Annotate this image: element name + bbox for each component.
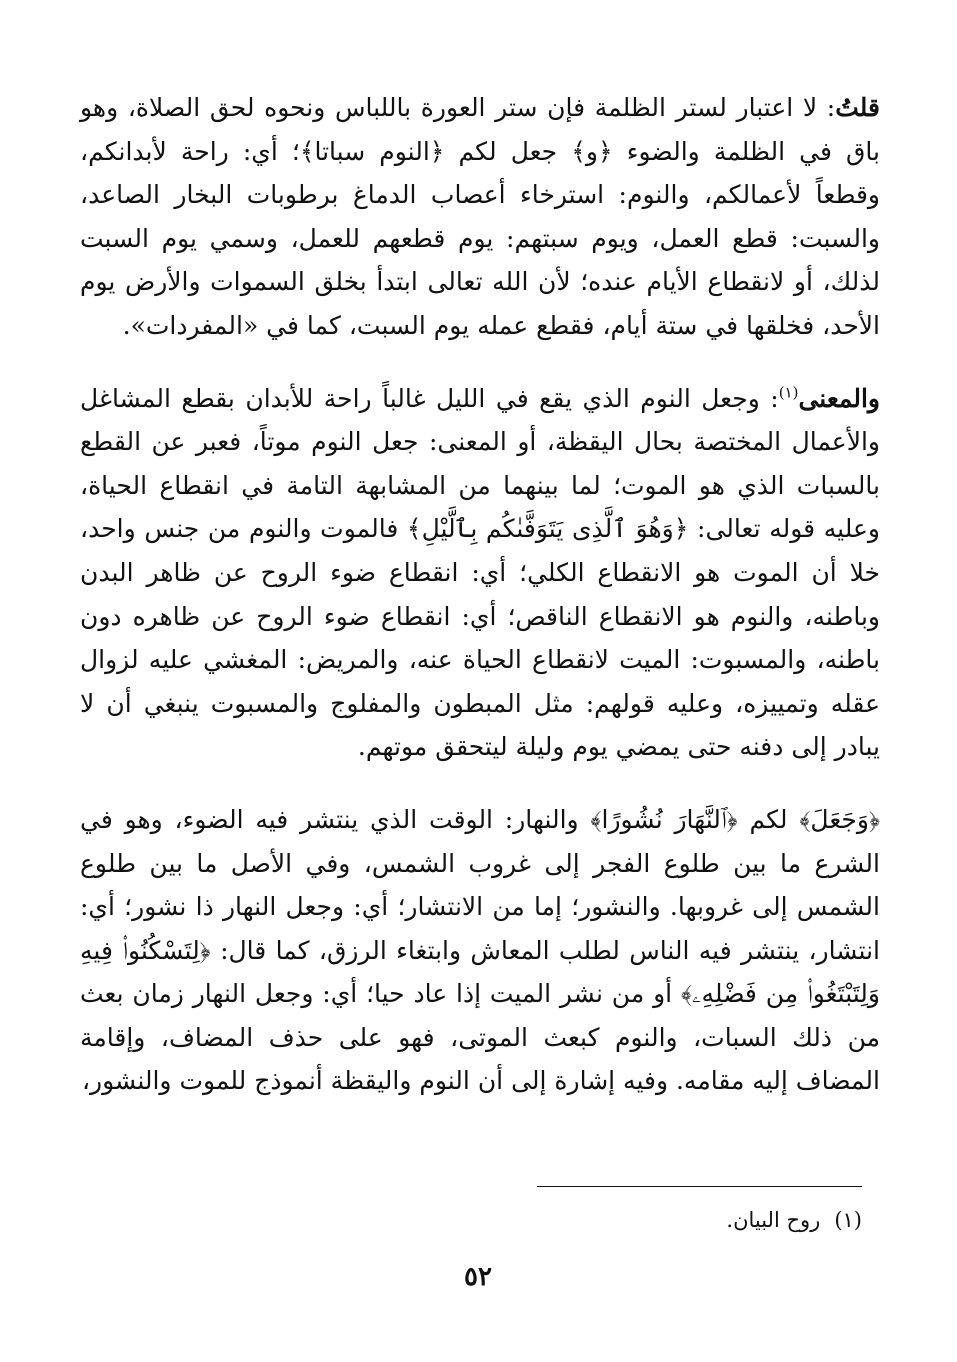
paragraph-1 (80, 86, 880, 348)
paragraph-3 (80, 798, 880, 1103)
footnote (500, 1204, 862, 1236)
paragraph-2-text: : وجعل النوم الذي يقع في الليل غالباً راحة للأبدان بقطع المشاغل والأعمال المختصة بحال اليقظة، أو المعنى: جعل النوم موتاً، فعبر عن القطع بالسبات الذي هو الموت؛ لما بينهما من المشابهة التامة في انقطاع الحياة، وعليه قوله تعالى: ﴿وَهُوَ ٱلَّذِى يَتَوَفَّىٰكُم بِٱلَّيْلِ﴾ فالموت والنوم من جنس واحد، خلا أن الموت هو الانقطاع الكلي؛ أي: انقطاع ضوء الروح عن ظاهر البدن وباطنه، والنوم هو الانقطاع الناقص؛ أي: انقطاع ضوء الروح عن ظاهره دون باطنه، والمسبوت: الميت لانقطاع الحياة عنه، والمريض: المغشي عليه لزوال عقله وتمييزه، وعليه قولهم: مثل المبطون والمفلوج والمسبوت ينبغي أن لا يبادر إلى دفنه حتى يمضي يوم وليلة ليتحقق موتهم. (80, 383, 880, 762)
paragraph-1-text: : لا اعتبار لستر الظلمة فإن ستر العورة باللباس ونحوه لحق الصلاة، وهو باق في الظلمة والضوء ﴿و﴾ جعل لكم ﴿النوم سباتا﴾؛ أي: راحة لأبدانكم، وقطعاً لأعمالكم، والنوم: استرخاء أعصاب الدماغ برطوبات البخار الصاعد، والسبت: قطع العمل، ويوم سبتهم: يوم قطعهم للعمل، وسمي يوم السبت لذلك، أو لانقطاع الأيام عنده؛ لأن الله تعالى ابتدأ بخلق السموات والأرض يوم الأحد، فخلقها في ستة أيام، فقطع عمله يوم السبت، كما في «المفردات». (80, 93, 880, 340)
paragraph-2 (80, 377, 880, 769)
footnote-divider (537, 1186, 862, 1187)
page-number: ٥٢ (464, 1262, 492, 1292)
footnote-reference[interactable]: (١) (778, 383, 799, 402)
paragraph-1-lead: قلتُ (835, 93, 880, 122)
paragraph-3-text: ﴿وَجَعَلَ﴾ لكم ﴿ٱلنَّهَارَ نُشُورًا﴾ والنهار: الوقت الذي ينتشر فيه الضوء، وهو في الشرع ما بين طلوع الفجر إلى غروب الشمس، وفي الأصل ما بين طلوع الشمس إلى غروبها. والنشور؛ إما من الانتشار؛ أي: وجعل النهار ذا نشور؛ أي: انتشار، ينتشر فيه الناس لطلب المعاش وابتغاء الرزق، كما قال: ﴿لِتَسْكُنُوا۟ فِيهِ وَلِتَبْتَغُوا۟ مِن فَضْلِهِۦ﴾ أو من نشر الميت إذا عاد حيا؛ أي: وجعل النهار زمان بعث من ذلك السبات، والنوم كبعث الموتى، فهو على حذف المضاف، وإقامة المضاف إليه مقامه. وفيه إشارة إلى أن النوم واليقظة أنموذج للموت والنشور، (80, 804, 880, 1096)
main-text (80, 86, 880, 1103)
footnote-number: (١) (834, 1208, 862, 1232)
footnote-text: روح البيان. (726, 1208, 821, 1232)
paragraph-2-lead: والمعنى (798, 383, 880, 413)
